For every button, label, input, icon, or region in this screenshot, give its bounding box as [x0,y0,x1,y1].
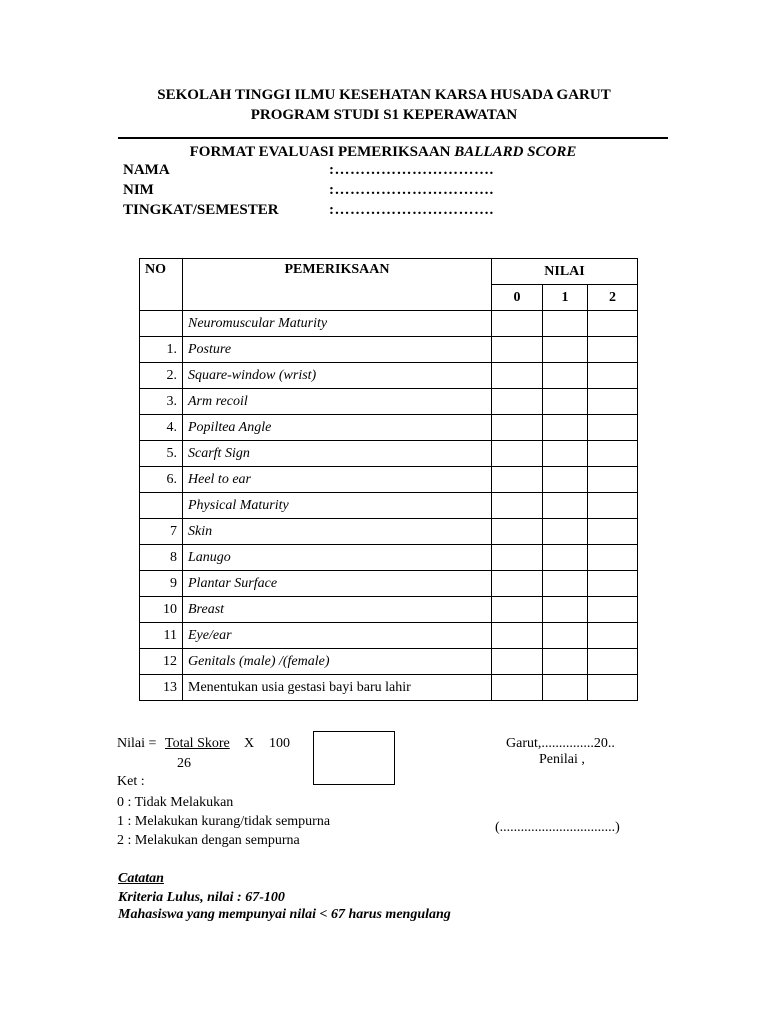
row-number: 11 [140,623,183,649]
score-cell-1[interactable] [543,597,588,623]
score-cell-2[interactable] [588,337,638,363]
row-number: 5. [140,441,183,467]
table-header-row [140,259,638,285]
row-item: Arm recoil [183,389,492,415]
score-cell-2[interactable] [588,571,638,597]
notes-criteria: Kriteria Lulus, nilai : 67-100 [118,890,285,905]
formula-multiplier: 100 [269,736,290,751]
col-header-score-1: 1 [543,285,588,311]
score-cell-1[interactable] [543,649,588,675]
table-row [140,649,638,675]
col-header-score-2: 2 [588,285,638,311]
score-cell-0[interactable] [492,571,543,597]
formula-numerator: Total Skore [165,736,230,751]
row-item: Eye/ear [183,623,492,649]
score-cell-0[interactable] [492,467,543,493]
program-name: PROGRAM STUDI S1 KEPERAWATAN [250,107,518,123]
score-cell-2[interactable] [588,675,638,701]
place-date: Garut,...............20.. [506,736,615,751]
score-cell-2[interactable] [588,623,638,649]
row-item: Posture [183,337,492,363]
score-cell-0[interactable] [492,519,543,545]
header-divider [118,137,668,139]
section-title-physical: Physical Maturity [183,493,492,519]
row-item: Plantar Surface [183,571,492,597]
row-number: 10 [140,597,183,623]
table-row [140,441,638,467]
field-label-nama: NAMA [123,162,170,178]
row-number: 9 [140,571,183,597]
row-item: Heel to ear [183,467,492,493]
col-header-no: NO [140,259,183,311]
table-row [140,415,638,441]
row-item: Skin [183,519,492,545]
table-row [140,363,638,389]
score-cell-1[interactable] [543,467,588,493]
assessor-label: Penilai , [539,752,585,767]
notes-repeat-rule: Mahasiswa yang mempunyai nilai < 67 harus mengulang [118,907,451,922]
score-cell-0[interactable] [492,337,543,363]
table-row [140,389,638,415]
section-row-physical [140,493,638,519]
row-number: 3. [140,389,183,415]
institution-name: SEKOLAH TINGGI ILMU KESEHATAN KARSA HUSADA GARUT [157,87,611,103]
table-row [140,467,638,493]
score-cell-0[interactable] [492,389,543,415]
score-cell-0[interactable] [492,597,543,623]
table-row [140,571,638,597]
row-number: 1. [140,337,183,363]
row-number: 2. [140,363,183,389]
score-cell-1[interactable] [543,389,588,415]
score-cell-2[interactable] [588,415,638,441]
score-cell-0[interactable] [492,363,543,389]
form-title-italic: BALLARD SCORE [454,144,577,160]
score-result-box[interactable] [313,731,395,785]
table-row [140,519,638,545]
table-row [140,597,638,623]
section-title-neuromuscular: Neuromuscular Maturity [183,311,492,337]
score-cell-1[interactable] [543,545,588,571]
score-cell-0[interactable] [492,649,543,675]
row-number: 4. [140,415,183,441]
col-header-score-0: 0 [492,285,543,311]
legend-item-1: 1 : Melakukan kurang/tidak sempurna [117,814,331,829]
field-value-nim[interactable]: :…………………………. [329,182,494,198]
row-number: 7 [140,519,183,545]
table-row [140,623,638,649]
notes-title: Catatan [118,871,164,886]
score-cell-1[interactable] [543,571,588,597]
row-item: Breast [183,597,492,623]
legend-title: Ket : [117,774,145,789]
score-cell-2[interactable] [588,441,638,467]
row-item: Popiltea Angle [183,415,492,441]
score-cell-0[interactable] [492,623,543,649]
table-row [140,337,638,363]
score-cell-0[interactable] [492,675,543,701]
score-cell-1[interactable] [543,363,588,389]
row-item: Menentukan usia gestasi bayi baru lahir [183,675,492,701]
score-cell-1[interactable] [543,519,588,545]
table-row [140,675,638,701]
score-cell-2[interactable] [588,545,638,571]
score-cell-1[interactable] [543,415,588,441]
row-item: Scarft Sign [183,441,492,467]
col-header-nilai: NILAI [492,259,638,285]
score-cell-2[interactable] [588,363,638,389]
assessor-signature-line[interactable]: (.................................) [495,820,620,835]
formula-times: X [244,736,255,751]
score-cell-0[interactable] [492,415,543,441]
section-row-neuromuscular [140,311,638,337]
form-title [118,144,648,161]
score-cell-2[interactable] [588,519,638,545]
score-cell-1[interactable] [543,623,588,649]
field-value-nama[interactable]: :…………………………. [329,162,494,178]
score-cell-2[interactable] [588,597,638,623]
formula-label: Nilai = [117,736,157,751]
col-header-pemeriksaan: PEMERIKSAAN [183,259,492,311]
score-cell-1[interactable] [543,441,588,467]
physical-rows [140,519,638,675]
row-item: Genitals (male) /(female) [183,649,492,675]
field-label-tingkat: TINGKAT/SEMESTER [123,202,279,218]
score-cell-1[interactable] [543,675,588,701]
row-number: 6. [140,467,183,493]
score-cell-1[interactable] [543,337,588,363]
score-cell-0[interactable] [492,545,543,571]
score-cell-0[interactable] [492,441,543,467]
row-number: 13 [140,675,183,701]
form-title-main: FORMAT EVALUASI PEMERIKSAAN [189,144,451,160]
field-label-nim: NIM [123,182,154,198]
row-number: 8 [140,545,183,571]
score-cell-2[interactable] [588,649,638,675]
score-cell-2[interactable] [588,467,638,493]
row-number: 12 [140,649,183,675]
evaluation-table [139,258,638,701]
neuromuscular-rows [140,337,638,493]
row-item: Lanugo [183,545,492,571]
legend-item-0: 0 : Tidak Melakukan [117,795,234,810]
legend-item-2: 2 : Melakukan dengan sempurna [117,833,300,848]
field-value-tingkat[interactable]: :…………………………. [329,202,494,218]
formula-denominator: 26 [177,756,191,771]
row-item: Square-window (wrist) [183,363,492,389]
table-row [140,545,638,571]
score-cell-2[interactable] [588,389,638,415]
